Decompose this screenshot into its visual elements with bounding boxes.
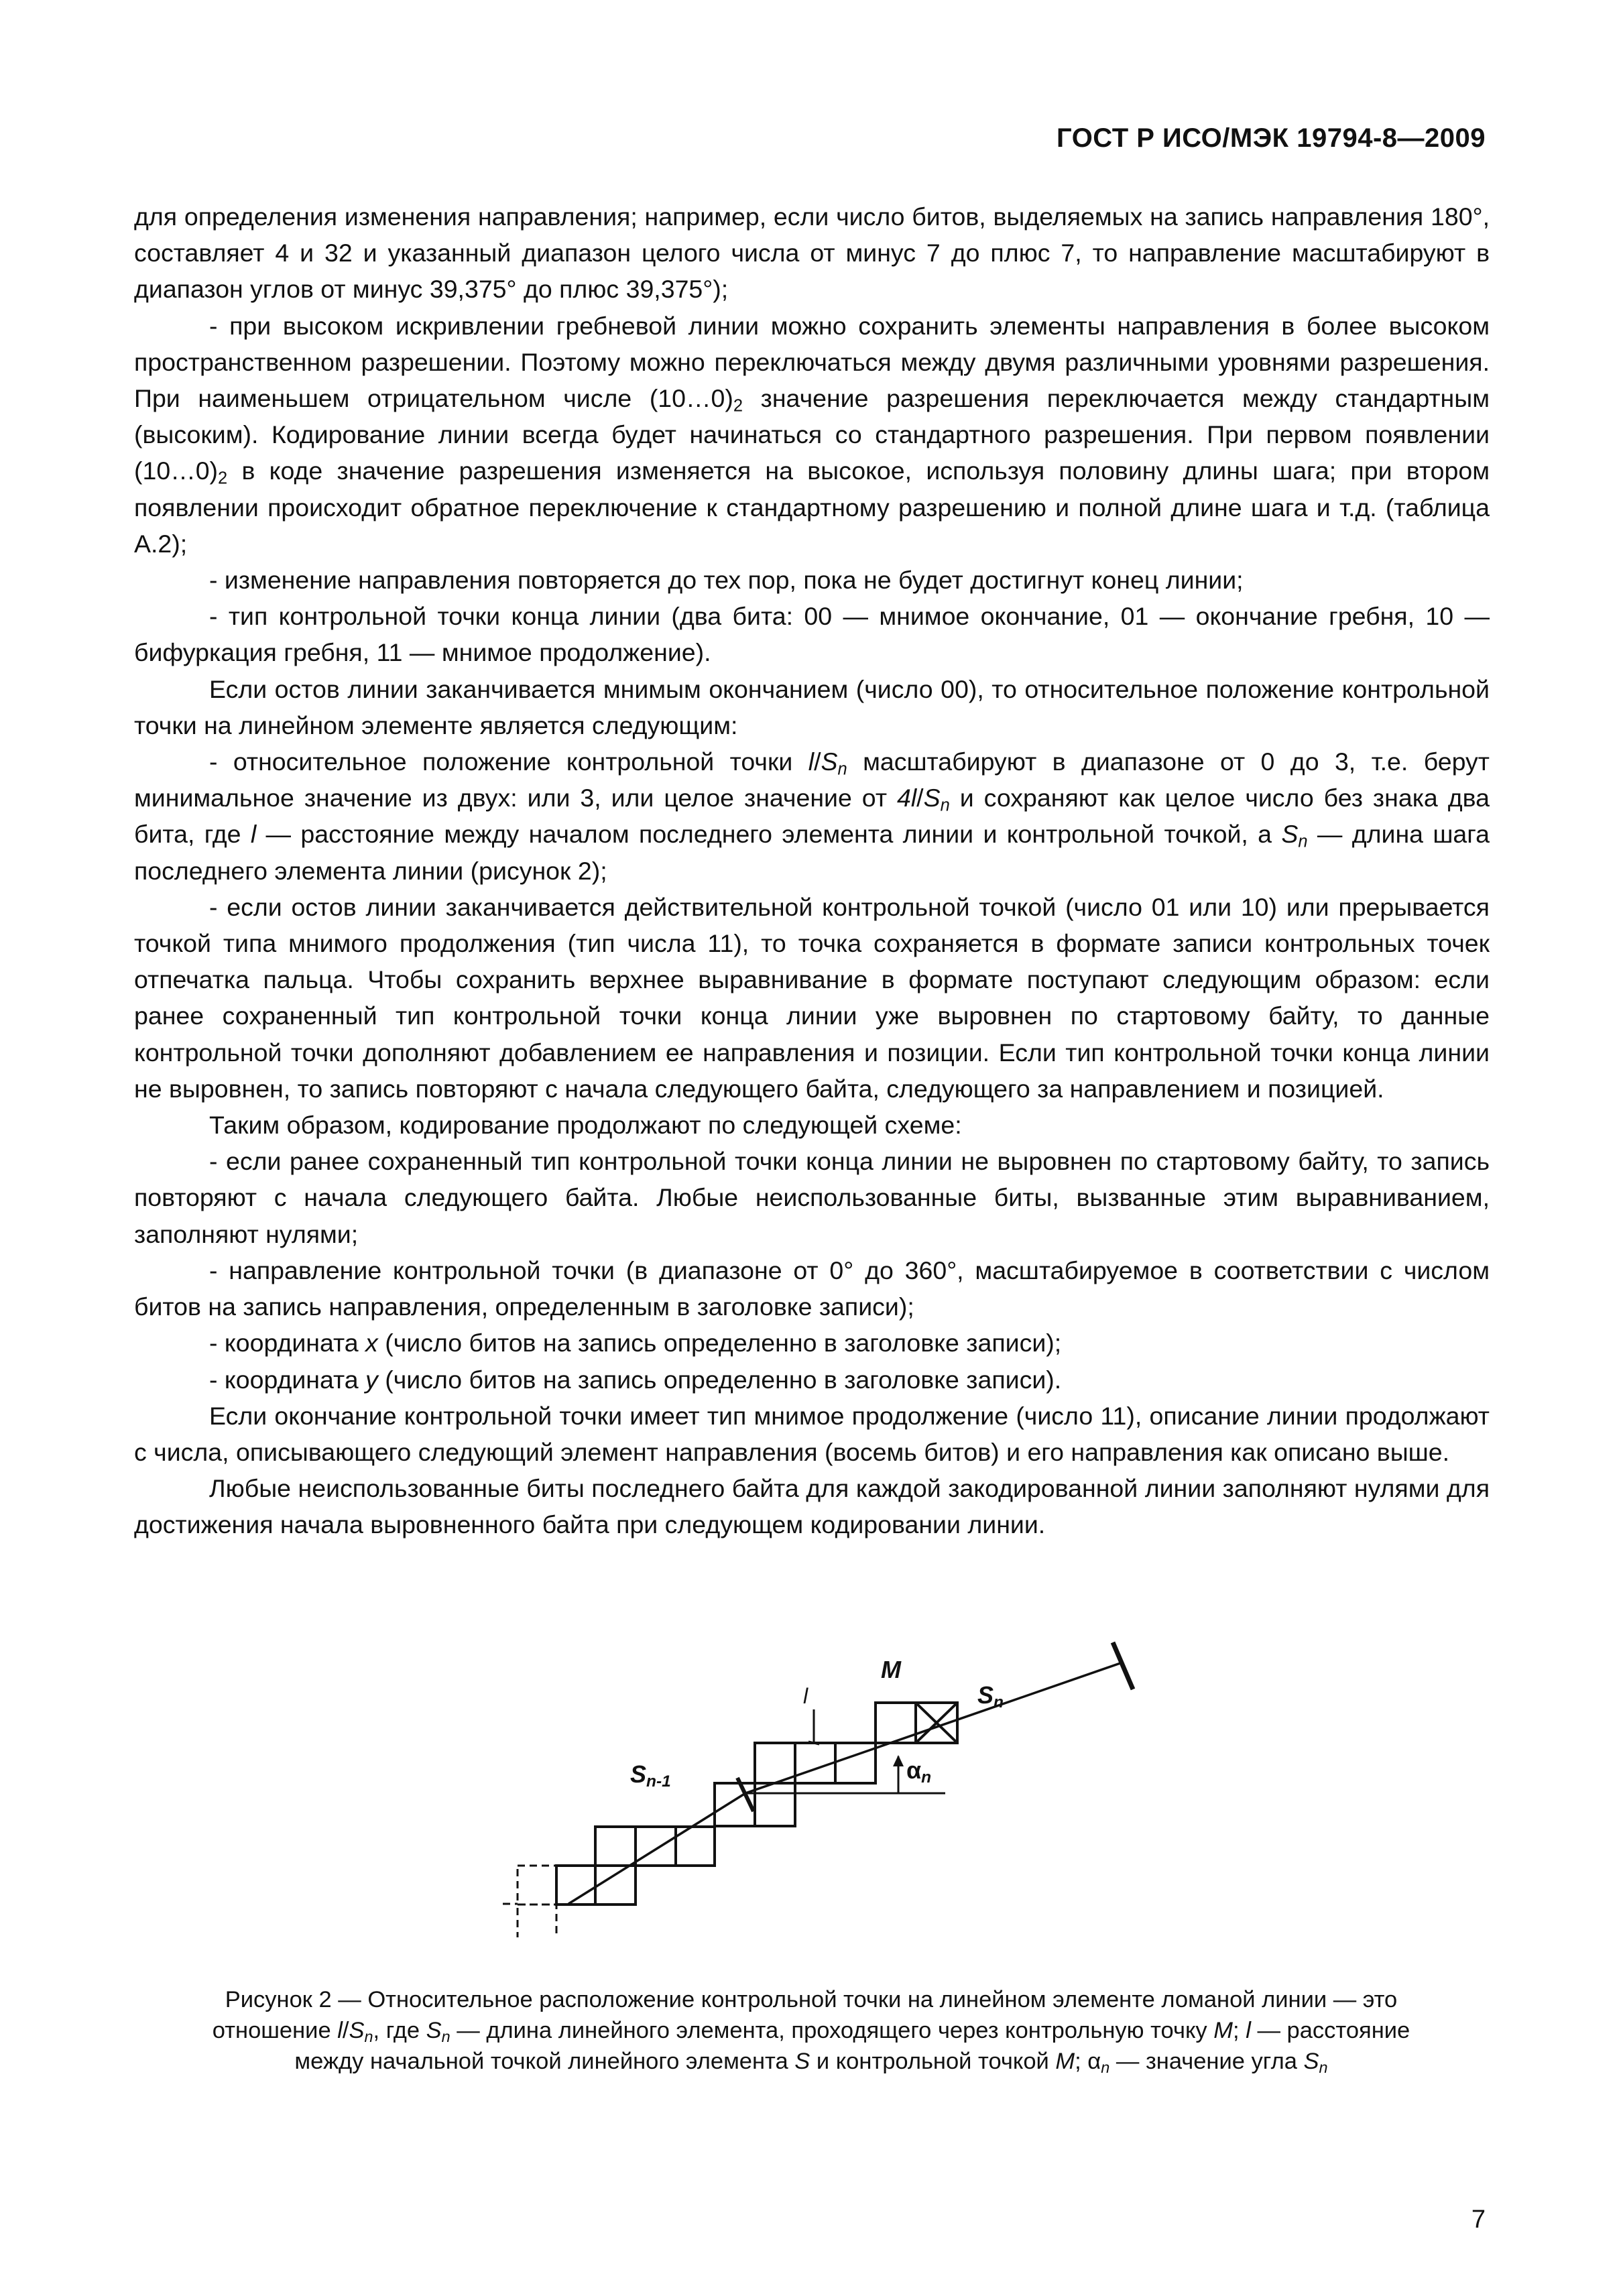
paragraph xyxy=(134,671,1490,743)
pixel-cell xyxy=(755,1783,795,1826)
text-run: ; α xyxy=(1075,2049,1101,2074)
text-run: - если остов линии заканчивается действительной контрольной точкой (число 01 или 10) или прерывается точкой типа мнимого продолжения (тип числа 11), то точка сохраняется в формате записи контрольных точек отпечатка пальца. Чтобы сохранить верхнее выравнивание в формате поступают следующим образом: если ранее сохраненный тип контрольной точки конца линии уже выровнен по стартовому байту, то данные контрольной точки дополняют добавлением ее направления и позиции. Если тип контрольной точки конца линии не выровнен, то запись повторяют с начала следующего байта, следующего за направлением и позицией. xyxy=(134,892,1490,1103)
text-run: и сохраняют как целое число без знака два бита, где xyxy=(134,784,1490,849)
text-run: значение разрешения переключается между стандартным (высоким). Кодирование линии всегда будет начинаться со стандартного разрешения. При первом появлении (10…0) xyxy=(134,384,1490,485)
figure-drawing xyxy=(0,1636,1623,1937)
paragraph xyxy=(134,889,1490,1107)
text-run: S xyxy=(794,2049,810,2074)
paragraph xyxy=(134,308,1490,562)
text-run: n xyxy=(441,2027,450,2045)
text-run: M xyxy=(1213,2018,1234,2043)
text-run: — значение угла xyxy=(1109,2049,1304,2074)
dashed-cell xyxy=(518,1866,556,1905)
label-alpha-n: $\alpha_n$ xyxy=(906,1756,932,1787)
text-run: Рисунок 2 — Относительное расположение контрольной точки на линейном элементе ломаной линии — это xyxy=(225,1987,1398,2012)
text-run: S xyxy=(426,2018,442,2043)
text-run: / xyxy=(814,747,821,776)
caption-line xyxy=(154,1984,1468,2015)
paragraph xyxy=(134,1362,1490,1398)
figure-caption xyxy=(154,1984,1468,2077)
text-run: - если ранее сохраненный тип контрольной точки конца линии не выровнен по стартовому байту, то запись повторяют с начала следующего байта. Любые неиспользованные биты, вызванные этим выравниванием, заполняют нулями; xyxy=(134,1147,1490,1248)
pixel-cell xyxy=(595,1866,636,1905)
paragraph xyxy=(134,743,1490,889)
document-header: ГОСТ Р ИСО/МЭК 19794-8—2009 xyxy=(1057,123,1486,153)
paragraph xyxy=(134,1252,1490,1325)
text-run: Если остов линии заканчивается мнимым окончанием (число 00), то относительное положение контрольной точки на линейном элементе является следующим: xyxy=(134,674,1490,739)
text-run: Любые неиспользованные биты последнего байта для каждой закодированной линии заполняют нулями для достижения начала выровненного байта при следующем кодировании линии. xyxy=(134,1474,1490,1539)
dashed-cell xyxy=(518,1905,556,1937)
text-run: ; xyxy=(1233,2018,1246,2043)
text-run: масштабируют в диапазоне от 0 до 3, т.е. берут минимальное значение из двух: или 3, или целое значение от xyxy=(134,747,1490,812)
text-run: l xyxy=(337,2018,343,2043)
text-run: Если окончание контрольной точки имеет тип мнимое продолжение (число 11), описание линии продолжают с числа, описывающего следующий элемент направления (восемь битов) и его направления как описано выше. xyxy=(134,1401,1490,1466)
text-run: M xyxy=(1055,2049,1075,2074)
figure-2 xyxy=(0,1636,1623,1937)
paragraph xyxy=(134,1398,1490,1470)
text-run: n xyxy=(1101,2058,1110,2076)
paragraph xyxy=(134,598,1490,670)
paragraph xyxy=(134,1470,1490,1543)
text-run: S xyxy=(1281,820,1299,849)
text-run: n xyxy=(837,760,847,779)
caption-line xyxy=(154,2015,1468,2046)
text-run: — расстояние между началом последнего элемента линии и контрольной точкой, а xyxy=(256,820,1282,849)
text-run: - координата xyxy=(209,1329,366,1357)
text-run: S xyxy=(821,747,838,776)
text-run: - тип контрольной точки конца линии (два бита: 00 — мнимое окончание, 01 — окончание гребня, 10 — бифуркация гребня, 11 — мнимое продолжение). xyxy=(134,602,1490,667)
text-run: l xyxy=(1246,2018,1251,2043)
text-run: - координата xyxy=(209,1365,366,1394)
text-run: / xyxy=(916,784,924,812)
paragraph xyxy=(134,198,1490,308)
body-text xyxy=(134,198,1490,1543)
text-run: - изменение направления повторяется до тех пор, пока не будет достигнут конец линии; xyxy=(209,566,1244,595)
label-sn-1: $S_{n-1}$ xyxy=(630,1760,671,1791)
text-run: - направление контрольной точки (в диапазоне от 0° до 360°, масштабируемое в соответствии с числом битов на запись направления, определенным в заголовке записи); xyxy=(134,1256,1490,1321)
paragraph xyxy=(134,562,1490,598)
text-run: l xyxy=(250,820,257,849)
text-run: отношение xyxy=(212,2018,338,2043)
text-run: Таким образом, кодирование продолжают по следующей схеме: xyxy=(209,1111,962,1140)
text-run: , где xyxy=(373,2018,426,2043)
text-run: l xyxy=(808,747,815,776)
paragraph xyxy=(134,1107,1490,1143)
text-run: в коде значение разрешения изменяется на высокое, используя половину длины шага; при втором появлении происходит обратное переключение к стандартному разрешению и полной длине шага и т.д. (таблица А.2); xyxy=(134,457,1490,558)
text-run: n xyxy=(1298,832,1308,851)
label-sn: $S_n$ xyxy=(977,1681,1004,1712)
text-run: n xyxy=(364,2027,373,2045)
label-l: l xyxy=(803,1684,808,1708)
paragraph xyxy=(134,1143,1490,1252)
text-run: — расстояние xyxy=(1250,2018,1410,2043)
pixel-cell xyxy=(636,1827,676,1866)
text-run: n xyxy=(1319,2058,1328,2076)
pixel-cell xyxy=(595,1827,636,1866)
text-run: — длина шага последнего элемента линии (рисунок 2); xyxy=(134,820,1490,885)
text-run: 4l xyxy=(896,784,917,812)
page-number: 7 xyxy=(1471,2206,1486,2234)
text-run: 2 xyxy=(733,396,743,416)
text-run: 2 xyxy=(218,469,228,488)
text-run: — длина линейного элемента, проходящего через контрольную точку xyxy=(450,2018,1214,2043)
text-run: y xyxy=(365,1365,378,1394)
text-run: и контрольной точкой xyxy=(810,2049,1056,2074)
text-run: x xyxy=(365,1329,378,1357)
label-m: M xyxy=(881,1656,901,1683)
text-run: S xyxy=(349,2018,365,2043)
text-run: (число битов на запись определенно в заголовке записи). xyxy=(377,1365,1062,1394)
text-run: - при высоком искривлении гребневой линии можно сохранить элементы направления в более высоком пространственном разрешении. Поэтому можно переключаться между двумя различными уровнями разрешения. При наименьшем отрицательном числе (10…0) xyxy=(134,311,1490,413)
text-run: S xyxy=(1303,2049,1319,2074)
text-run: (число битов на запись определенно в заголовке записи); xyxy=(377,1329,1062,1357)
text-run: - относительное положение контрольной точки xyxy=(209,747,808,776)
paragraph xyxy=(134,1325,1490,1361)
caption-line xyxy=(154,2046,1468,2077)
text-run: для определения изменения направления; например, если число битов, выделяемых на запись направления 180°, составляет 4 и 32 и указанный диапазон целого числа от минус 7 до плюс 7, то направление масштабируют в диапазон углов от минус 39,375° до плюс 39,375°); xyxy=(134,202,1490,304)
text-run: S xyxy=(923,784,941,812)
text-run: n xyxy=(940,796,950,815)
text-run: между начальной точкой линейного элемента xyxy=(294,2049,795,2074)
text-run: / xyxy=(342,2018,349,2043)
